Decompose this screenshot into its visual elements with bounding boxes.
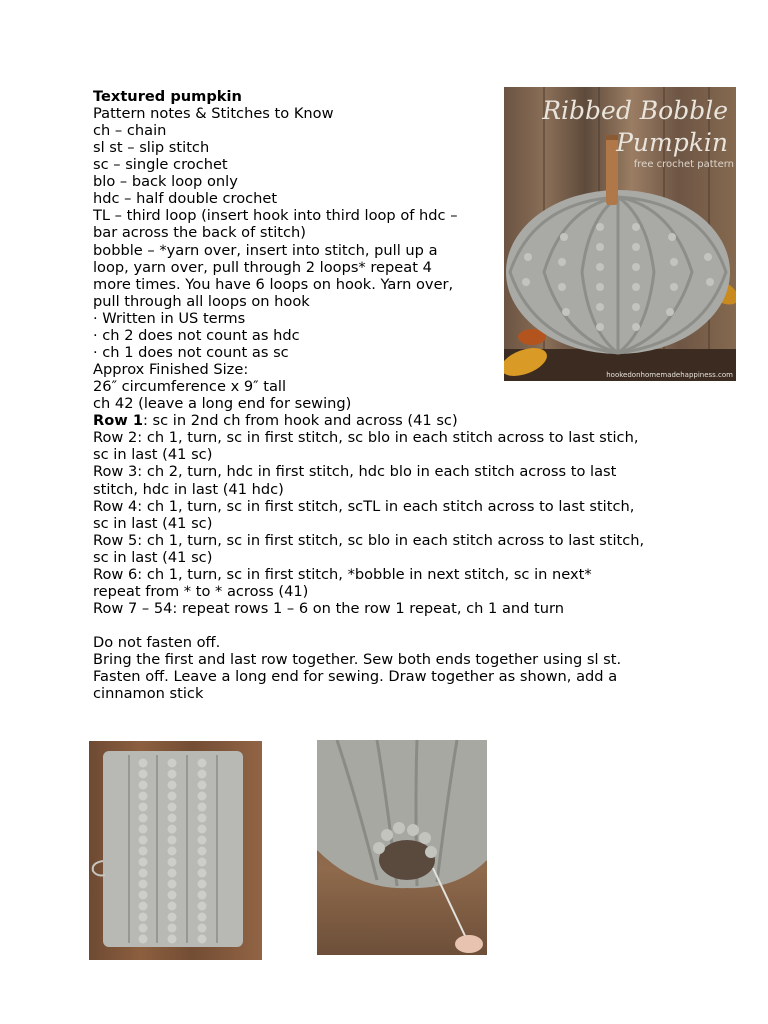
pattern-line	[93, 566, 592, 583]
line-text: sl st – slip stitch	[93, 139, 210, 157]
pattern-line	[93, 327, 300, 344]
pattern-line	[93, 276, 453, 293]
document-title: Textured pumpkin	[93, 88, 242, 105]
line-text: Row 2: ch 1, turn, sc in first stitch, sc blo in each stitch across to last stich,	[93, 429, 639, 447]
line-text: Do not fasten off.	[93, 634, 221, 652]
pattern-line	[93, 463, 616, 480]
pattern-line	[93, 190, 277, 207]
line-text: sc in last (41 sc)	[93, 446, 213, 464]
line-text: blo – back loop only	[93, 173, 238, 191]
pattern-line	[93, 173, 238, 190]
pattern-line	[93, 634, 220, 651]
line-text: Pattern notes & Stitches to Know	[93, 105, 334, 122]
pattern-line	[93, 685, 203, 702]
line-text: Approx Finished Size:	[93, 361, 249, 379]
line-text: · Written in US terms	[93, 309, 246, 327]
pattern-line	[93, 600, 564, 617]
pattern-line	[93, 532, 644, 549]
pattern-line	[93, 224, 306, 241]
line-text: hdc – half double crochet	[93, 190, 278, 208]
line-text: Row 7 – 54: repeat rows 1 – 6 on the row 1 repeat, ch 1 and turn	[93, 600, 564, 618]
pattern-line	[93, 139, 209, 156]
line-text: stitch, hdc in last (41 hdc)	[93, 480, 284, 498]
pattern-line	[93, 156, 228, 173]
pattern-line	[93, 651, 621, 668]
pattern-line	[93, 498, 634, 515]
pattern-line	[93, 293, 310, 310]
pattern-line	[93, 242, 438, 259]
line-text: more times. You have 6 loops on hook. Yarn over,	[93, 275, 454, 293]
line-text: : sc in 2nd ch from hook and across (41 sc)	[142, 412, 458, 430]
line-text: bar across the back of stitch)	[93, 224, 306, 242]
pattern-line	[93, 361, 248, 378]
line-text: ch 42 (leave a long end for sewing)	[93, 395, 352, 413]
line-text: Row 4: ch 1, turn, sc in first stitch, scTL in each stitch across to last stitch,	[93, 497, 635, 515]
line-text: · ch 1 does not count as sc	[93, 343, 289, 361]
pattern-line	[93, 549, 212, 566]
pattern-line	[93, 583, 308, 600]
line-text: Row 6: ch 1, turn, sc in first stitch, *bobble in next stitch, sc in next*	[93, 565, 592, 583]
pattern-line	[93, 259, 432, 276]
line-text: pull through all loops on hook	[93, 292, 310, 310]
photo-credit: hookedonhomemadehappiness.com	[606, 371, 733, 379]
line-text: Row 3: ch 2, turn, hdc in first stitch, hdc blo in each stitch across to last	[93, 463, 617, 481]
crochet-swatch-photo	[89, 741, 262, 960]
photo-subtitle: free crochet pattern	[633, 159, 734, 170]
line-text: TL – third loop (insert hook into third loop of hdc –	[93, 207, 458, 225]
line-text: sc in last (41 sc)	[93, 514, 213, 532]
photo-title-line1: Ribbed Bobble	[542, 96, 728, 125]
line-text: cinnamon stick	[93, 685, 204, 703]
pattern-line	[93, 446, 212, 463]
sewing-pumpkin-photo	[317, 740, 487, 955]
row-label: Row 1	[93, 412, 143, 430]
pattern-line	[93, 207, 458, 224]
pattern-line	[93, 395, 351, 412]
pattern-line	[93, 481, 284, 498]
photo-title-line2: Pumpkin	[616, 128, 728, 157]
line-text: · ch 2 does not count as hdc	[93, 326, 300, 344]
line-text: sc – single crochet	[93, 156, 228, 174]
pumpkin-photo	[504, 87, 736, 381]
line-text: Fasten off. Leave a long end for sewing. Draw together as shown, add a	[93, 668, 618, 686]
pattern-line	[93, 378, 286, 395]
line-text: loop, yarn over, pull through 2 loops* repeat 4	[93, 258, 432, 276]
pattern-line	[93, 429, 638, 446]
pattern-line	[93, 344, 289, 361]
line-text: ch – chain	[93, 122, 167, 140]
pattern-line	[93, 122, 166, 139]
pattern-line	[93, 515, 212, 532]
line-text: Bring the first and last row together. Sew both ends together using sl st.	[93, 651, 622, 669]
line-text: sc in last (41 sc)	[93, 548, 213, 566]
pattern-line	[93, 668, 617, 685]
line-text: bobble – *yarn over, insert into stitch, pull up a	[93, 241, 438, 259]
line-text: 26″ circumference x 9″ tall	[93, 378, 286, 396]
pattern-line	[93, 412, 458, 429]
pattern-line	[93, 105, 334, 122]
pattern-line	[93, 310, 245, 327]
line-text: repeat from * to * across (41)	[93, 582, 309, 600]
line-text: Row 5: ch 1, turn, sc in first stitch, sc blo in each stitch across to last stitch,	[93, 531, 645, 549]
